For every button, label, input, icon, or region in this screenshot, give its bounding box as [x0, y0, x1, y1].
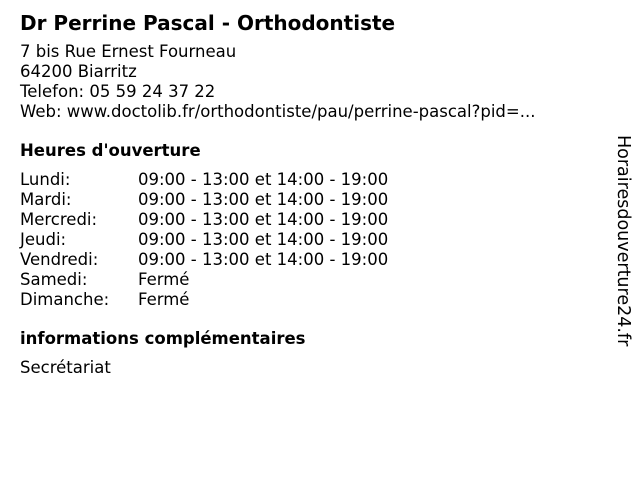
day-hours: 09:00 - 13:00 et 14:00 - 19:00 — [138, 210, 389, 229]
day-hours: 09:00 - 13:00 et 14:00 - 19:00 — [138, 230, 389, 249]
day-label: Lundi: — [20, 170, 71, 189]
day-hours: 09:00 - 13:00 et 14:00 - 19:00 — [138, 190, 389, 209]
hours-row-saturday — [20, 270, 610, 290]
info-text: Secrétariat — [20, 358, 111, 377]
phone-number[interactable]: 05 59 24 37 22 — [89, 82, 216, 101]
hours-heading: Heures d'ouverture — [20, 141, 201, 160]
day-label: Samedi: — [20, 270, 88, 289]
city-postcode: 64200 Biarritz — [20, 62, 137, 81]
phone-line — [20, 82, 610, 102]
day-hours: Fermé — [138, 270, 190, 289]
address-block — [20, 42, 610, 122]
web-link[interactable]: www.doctolib.fr/orthodontiste/pau/perrine-pascal?pid=... — [66, 102, 536, 121]
hours-row-tuesday — [20, 190, 610, 210]
web-line — [20, 102, 610, 122]
brand-watermark: Horairesdouverture24.fr — [613, 135, 633, 347]
street-address: 7 bis Rue Ernest Fourneau — [20, 42, 237, 61]
day-hours: 09:00 - 13:00 et 14:00 - 19:00 — [138, 170, 389, 189]
hours-row-wednesday — [20, 210, 610, 230]
hours-row-sunday — [20, 290, 610, 310]
web-label: Web: — [20, 102, 62, 121]
hours-row-monday — [20, 170, 610, 190]
day-label: Vendredi: — [20, 250, 99, 269]
hours-row-thursday — [20, 230, 610, 250]
listing-card — [20, 10, 610, 378]
page-title: Dr Perrine Pascal - Orthodontiste — [20, 11, 396, 35]
day-label: Mercredi: — [20, 210, 98, 229]
day-label: Dimanche: — [20, 290, 110, 309]
info-heading: informations complémentaires — [20, 329, 306, 348]
hours-table — [20, 170, 610, 310]
day-label: Mardi: — [20, 190, 72, 209]
day-hours: Fermé — [138, 290, 190, 309]
day-hours: 09:00 - 13:00 et 14:00 - 19:00 — [138, 250, 389, 269]
day-label: Jeudi: — [20, 230, 67, 249]
phone-label: Telefon: — [20, 82, 85, 101]
hours-row-friday — [20, 250, 610, 270]
